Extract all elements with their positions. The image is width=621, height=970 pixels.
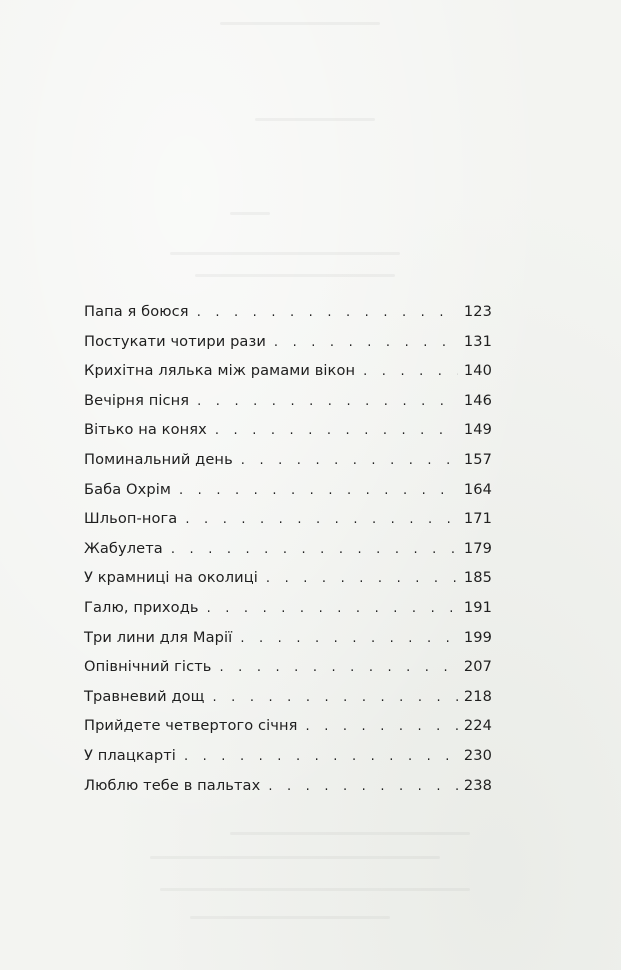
toc-entry-title: Крихітна лялька між рамами вікон bbox=[84, 362, 356, 380]
toc-entry bbox=[84, 716, 492, 746]
toc-entry bbox=[84, 568, 492, 598]
toc-entry bbox=[84, 539, 492, 569]
toc-dot-leader bbox=[266, 569, 458, 589]
toc-entry bbox=[84, 391, 492, 421]
toc-entry-title: Постукати чотири рази bbox=[84, 332, 266, 350]
toc-entry-title: Три лини для Марії bbox=[84, 628, 233, 646]
toc-entry bbox=[84, 302, 492, 332]
toc-entry-page-number: 123 bbox=[463, 303, 492, 320]
show-through-line bbox=[255, 118, 375, 121]
toc-entry-page-number: 131 bbox=[463, 332, 492, 350]
toc-entry-title: У крамниці на околиці bbox=[84, 569, 258, 587]
toc-entry-title: Галю, приходь bbox=[84, 598, 199, 616]
toc-dot-leader bbox=[207, 599, 458, 619]
toc-entry-title: Папа я боюся bbox=[84, 303, 189, 320]
toc-entry-page-number: 146 bbox=[463, 391, 492, 409]
toc-entry bbox=[84, 450, 492, 480]
toc-entry bbox=[84, 509, 492, 539]
toc-entry-title: Поминальний день bbox=[84, 450, 233, 468]
toc-entry-page-number: 207 bbox=[463, 658, 492, 676]
toc-dot-leader bbox=[274, 333, 458, 353]
toc-entry-title: Травневий дощ bbox=[84, 687, 205, 705]
toc-entry bbox=[84, 687, 492, 717]
toc-entry bbox=[84, 480, 492, 510]
toc-entry-page-number: 199 bbox=[463, 628, 492, 646]
toc-entry-title: Прийдете четвертого січня bbox=[84, 717, 298, 735]
toc-entry-page-number: 238 bbox=[463, 776, 492, 794]
show-through-line bbox=[190, 916, 390, 919]
show-through-line bbox=[230, 212, 270, 215]
toc-dot-leader bbox=[185, 510, 457, 530]
toc-dot-leader bbox=[213, 688, 458, 708]
toc-entry bbox=[84, 776, 492, 806]
toc-dot-leader bbox=[179, 481, 458, 501]
toc-entry-page-number: 191 bbox=[463, 598, 492, 616]
toc-entry-page-number: 218 bbox=[463, 687, 492, 705]
show-through-line bbox=[220, 22, 380, 25]
toc-entry-title: У плацкарті bbox=[84, 746, 176, 764]
toc-entry-page-number: 164 bbox=[463, 480, 492, 498]
toc-entry-page-number: 149 bbox=[463, 421, 492, 439]
toc-entry-title: Вітько на конях bbox=[84, 421, 207, 439]
toc-dot-leader bbox=[241, 451, 458, 471]
toc-entry bbox=[84, 598, 492, 628]
toc-entry-page-number: 179 bbox=[463, 539, 492, 557]
show-through-line bbox=[170, 252, 400, 255]
toc-entry-page-number: 230 bbox=[463, 746, 492, 764]
toc-entry-page-number: 224 bbox=[463, 717, 492, 735]
toc-entry-title: Люблю тебе в пальтах bbox=[84, 776, 261, 794]
show-through-line bbox=[230, 832, 470, 835]
toc-entry-title: Шльоп-нога bbox=[84, 510, 178, 528]
toc-entry-page-number: 140 bbox=[463, 362, 492, 380]
toc-dot-leader bbox=[268, 777, 458, 797]
toc-entry-page-number: 171 bbox=[463, 510, 492, 528]
toc-entry bbox=[84, 332, 492, 362]
toc-dot-leader bbox=[220, 658, 458, 678]
toc-entry bbox=[84, 420, 492, 450]
toc-entry-page-number: 185 bbox=[463, 569, 492, 587]
toc-entry-page-number: 157 bbox=[463, 450, 492, 468]
toc-dot-leader bbox=[171, 540, 458, 560]
toc-dot-leader bbox=[240, 629, 458, 649]
toc-dot-leader bbox=[197, 392, 458, 412]
toc-entry-title: Опівнічний гість bbox=[84, 658, 212, 676]
toc-dot-leader bbox=[197, 303, 458, 323]
show-through-line bbox=[150, 856, 440, 859]
toc-dot-leader bbox=[215, 421, 458, 441]
show-through-line bbox=[195, 274, 395, 277]
toc-dot-leader bbox=[306, 717, 458, 737]
toc-entry bbox=[84, 746, 492, 776]
toc-dot-leader bbox=[363, 362, 458, 382]
toc-entry bbox=[84, 361, 492, 391]
toc-entry-title: Жабулета bbox=[84, 539, 163, 557]
toc-entry-title: Баба Охрім bbox=[84, 480, 171, 498]
show-through-line bbox=[160, 888, 470, 891]
toc-entry-title: Вечірня пісня bbox=[84, 391, 190, 409]
toc-entry bbox=[84, 628, 492, 658]
toc-entry bbox=[84, 657, 492, 687]
toc-dot-leader bbox=[184, 747, 458, 767]
table-of-contents bbox=[84, 302, 492, 805]
